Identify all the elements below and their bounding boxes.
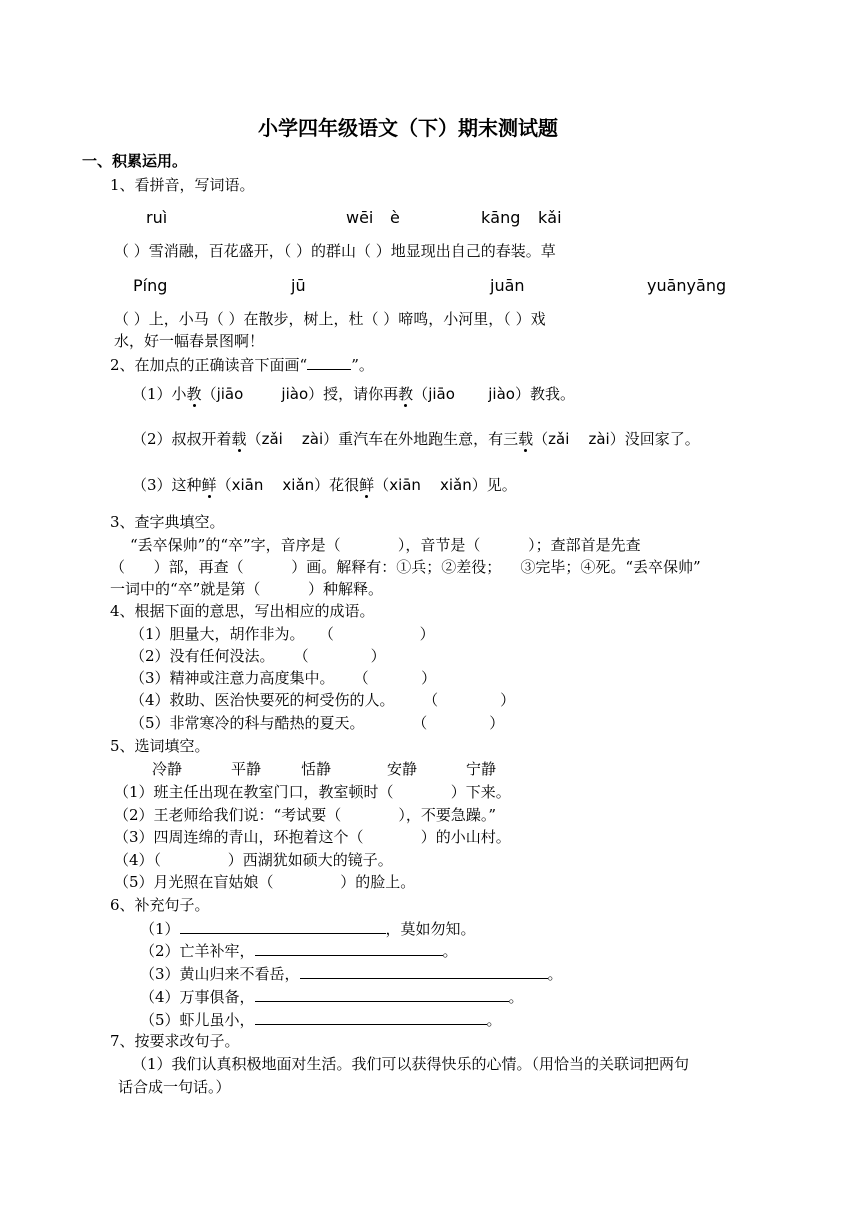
page-title: 小学四年级语文（下）期末测试题 [258,116,558,140]
q2-sentence: （1）小教（jiāo jiào）授，请你再教（jiāo jiào）教我。 [132,385,575,403]
q5-heading: 5、选词填空。 [110,737,210,755]
list-item: （4）救助、医治快要死的柯受伤的人。 （ ） [130,691,516,709]
q7-line: （1）我们认真积极地面对生活。我们可以获得快乐的心情。（用恰当的关联词把两句 [132,1055,690,1073]
answer-blank[interactable] [255,941,443,956]
dotted-char: 教 [186,385,202,403]
q2-sentence: （3）这种鲜（xiān xiǎn）花很鲜（xiān xiǎn）见。 [132,476,517,494]
q7-heading: 7、按要求改句子。 [110,1032,240,1050]
q3-line: 一词中的“卒”就是第（ ）种解释。 [110,580,384,598]
section-heading: 一、积累运用。 [82,152,188,170]
q2-sentence: （2）叔叔开着载（zǎi zài）重汽车在外地跑生意，有三载（zǎi zài）没回家了。 [132,430,700,448]
list-item: （1） ，莫如勿知。 [140,920,476,938]
list-item: （1）胆量大，胡作非为。 （ ） [130,625,435,643]
pinyin: ruì [146,208,168,227]
dotted-char: 鲜 [201,476,217,494]
pinyin: wēi [346,208,374,227]
dotted-char: 载 [231,430,247,448]
list-item: （3）黄山归来不看岳， 。 [140,965,563,983]
word-choice: 安静 [387,760,418,778]
answer-blank[interactable] [255,1010,487,1025]
list-item: （2）王老师给我们说：“考试要（ ），不要急躁。” [114,806,497,824]
answer-blank[interactable] [300,964,548,979]
q3-heading: 3、查字典填空。 [110,513,225,531]
q3-line: “丢卒保帅”的“卒”字，音序是（ ），音节是（ ）；查部首是先查 [130,536,641,554]
pinyin: Píng [133,276,168,295]
list-item: （3）精神或注意力高度集中。 （ ） [130,669,437,687]
pinyin: jū [291,276,306,295]
pinyin: kāng [481,208,521,227]
word-choice: 冷静 [152,760,183,778]
pinyin: juān [490,276,525,295]
underline-sample [307,355,351,370]
word-choice: 平静 [231,760,262,778]
list-item: （5）月光照在盲姑娘（ ）的脸上。 [114,873,416,891]
word-choice: 恬静 [301,760,332,778]
dotted-char: 鲜 [359,476,375,494]
pinyin: kǎi [538,208,562,227]
q3-line: （ ）部，再查（ ）画。解释有：①兵；②差役； ③完毕；④死。“丢卒保帅” [110,558,701,576]
list-item: （5）非常寒冷的科与酷热的夏天。 （ ） [130,714,505,732]
dotted-char: 教 [398,385,414,403]
list-item: （5）虾儿虽小， 。 [140,1011,502,1029]
q1-line: （ ）上，小马（ ）在散步，树上，杜（ ）啼鸣，小河里，（ ）戏 [114,310,546,328]
word-choice: 宁静 [466,760,497,778]
q7-line: 话合成一句话。） [118,1078,231,1096]
pinyin: yuānyāng [647,276,727,295]
list-item: （2）亡羊补牢， 。 [140,942,458,960]
list-item: （2）没有任何没法。 （ ） [130,647,386,665]
answer-blank[interactable] [180,919,386,934]
list-item: （4）（ ）西湖犹如硕大的镜子。 [114,851,393,869]
pinyin: è [390,208,400,227]
q2-heading: 2、在加点的正确读音下面画“ ”。 [110,356,374,374]
list-item: （3）四周连绵的青山，环抱着这个（ ）的小山村。 [114,828,511,846]
q1-line: 水，好一幅春景图啊！ [114,332,265,350]
q1-heading: 1、看拼音，写词语。 [110,176,255,194]
q1-line: （ ）雪消融，百花盛开，（ ）的群山（ ）地显现出自己的春装。草 [114,242,556,260]
list-item: （4）万事俱备， 。 [140,988,524,1006]
q4-heading: 4、根据下面的意思，写出相应的成语。 [110,602,375,620]
q6-heading: 6、补充句子。 [110,896,210,914]
list-item: （1）班主任出现在教室门口，教室顿时（ ）下来。 [114,783,511,801]
dotted-char: 载 [518,430,534,448]
answer-blank[interactable] [255,987,509,1002]
